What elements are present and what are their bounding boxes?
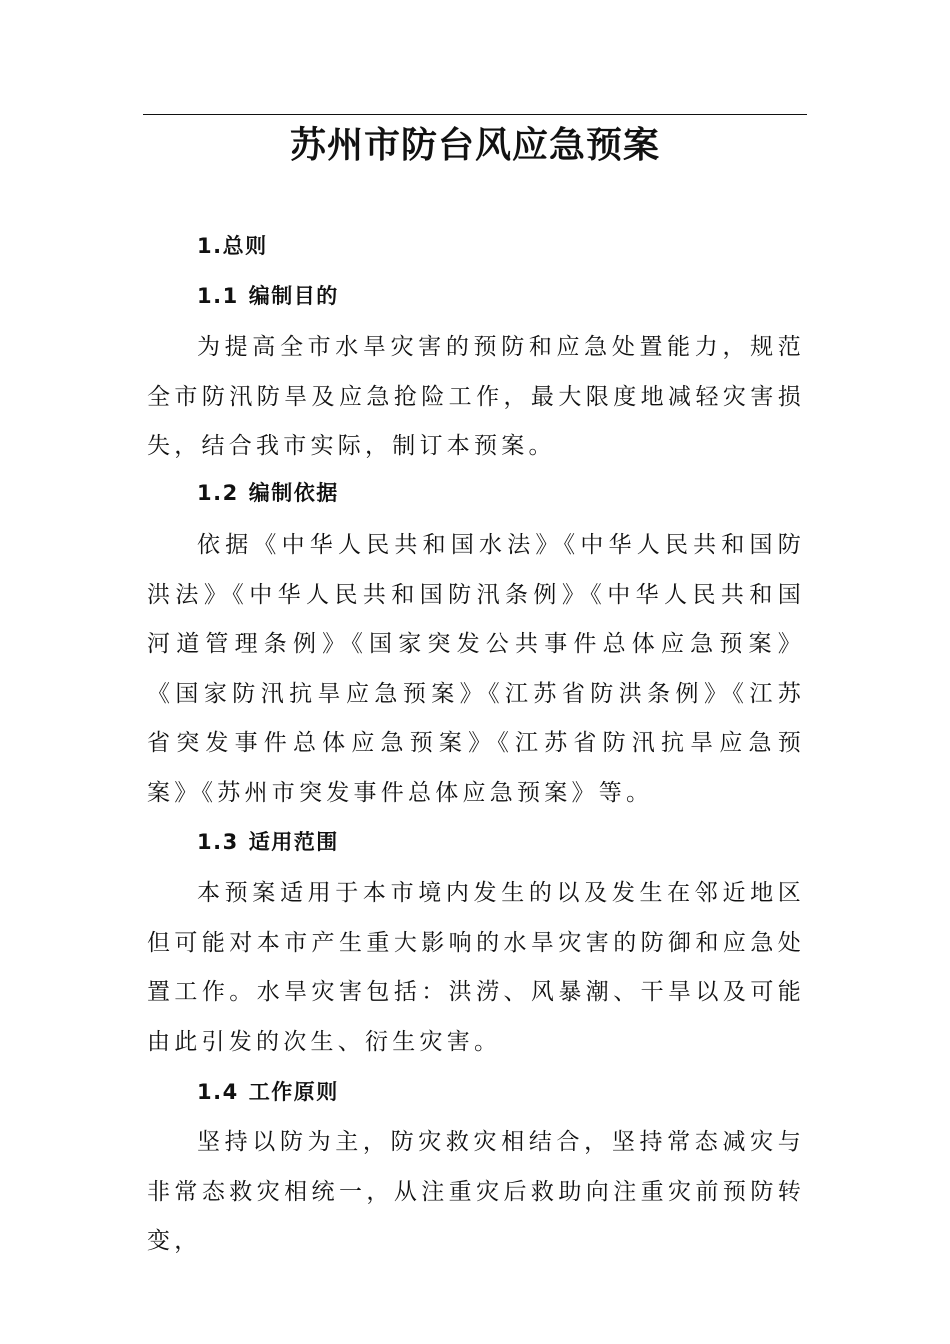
section-paragraph-1-3: 本预案适用于本市境内发生的以及发生在邻近地区但可能对本市产生重大影响的水旱灾害的防御和应急处置工作。水旱灾害包括：洪涝、风暴潮、干旱以及可能由此引发的次生、衍生灾害。 — [147, 880, 805, 1055]
section-number: 1.4 — [197, 1080, 239, 1104]
section-paragraph-1-1: 为提高全市水旱灾害的预防和应急处置能力，规范全市防汛防旱及应急抢险工作，最大限度地减轻灾害损失，结合我市实际，制订本预案。 — [147, 334, 805, 460]
chapter-heading: 1.总则 — [197, 234, 268, 258]
section-heading-1-3 — [197, 827, 339, 857]
section-title: 工作原则 — [248, 1080, 339, 1104]
section-title: 编制目的 — [248, 284, 339, 308]
section-number: 1.3 — [197, 830, 239, 854]
section-heading-1-1 — [197, 281, 339, 311]
section-paragraph-1-4: 坚持以防为主，防灾救灾相结合，坚持常态减灾与非常态救灾相统一，从注重灾后救助向注重灾前预防转变， — [147, 1129, 805, 1255]
section-number: 1.2 — [197, 481, 239, 505]
section-title: 适用范围 — [248, 830, 339, 854]
section-heading-1-2 — [197, 478, 339, 508]
document-title: 苏州市防台风应急预案 — [289, 124, 660, 166]
section-number: 1.1 — [197, 284, 239, 308]
section-title: 编制依据 — [248, 481, 339, 505]
header-rule — [143, 114, 807, 115]
section-paragraph-1-2: 依据《中华人民共和国水法》《中华人民共和国防洪法》《中华人民共和国防汛条例》《中华人民共和国河道管理条例》《国家突发公共事件总体应急预案》《国家防汛抗旱应急预案》《江苏省防洪条例》《江苏省突发事件总体应急预案》《江苏省防汛抗旱应急预案》《苏州市突发事件总体应急预案》等。 — [147, 532, 805, 806]
section-heading-1-4 — [197, 1077, 339, 1107]
